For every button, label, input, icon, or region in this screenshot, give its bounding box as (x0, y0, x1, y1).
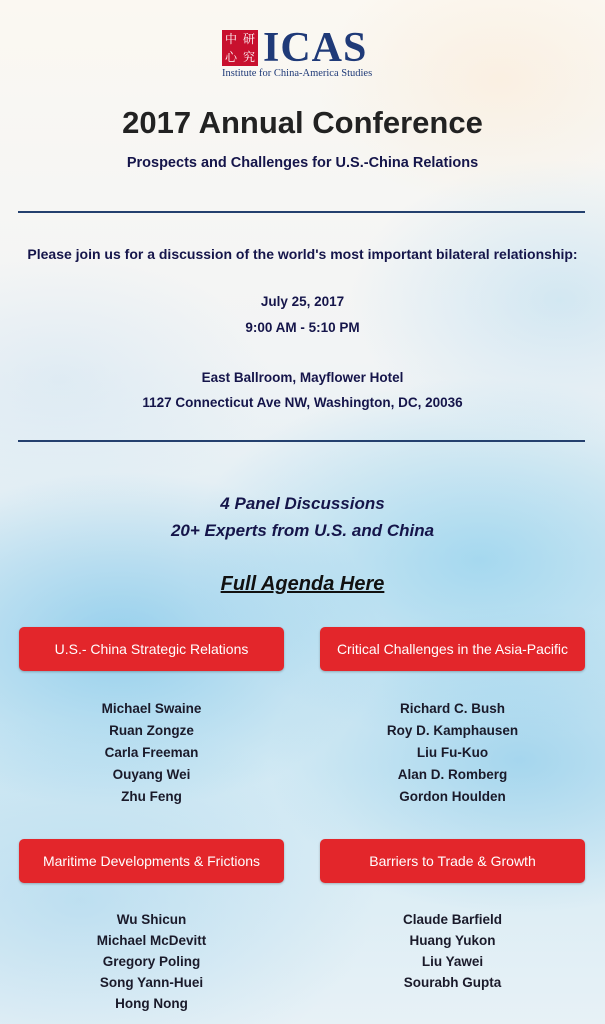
logo-subtitle: Institute for China-America Studies (222, 68, 373, 79)
speaker-name: Sourabh Gupta (403, 975, 502, 990)
speaker-name: Wu Shicun (116, 912, 187, 927)
event-address: 1127 Connecticut Ave NW, Washington, DC, 20036 (142, 395, 463, 410)
panel-button-asia-pacific[interactable]: Critical Challenges in the Asia-Pacific (320, 627, 585, 671)
speaker-name: Zhu Feng (121, 789, 182, 804)
speaker-name: Huang Yukon (409, 933, 496, 948)
event-time: 9:00 AM - 5:10 PM (245, 320, 360, 335)
divider-bottom (18, 440, 585, 442)
seal-char: 研 (242, 32, 255, 46)
panel-button-maritime[interactable]: Maritime Developments & Frictions (19, 839, 284, 883)
panel-button-strategic-relations[interactable]: U.S.- China Strategic Relations (19, 627, 284, 671)
event-venue: East Ballroom, Mayflower Hotel (201, 370, 404, 385)
full-agenda-link[interactable]: Full Agenda Here (220, 573, 385, 595)
panel-4-speakers (320, 909, 585, 993)
logo-wordmark: ICAS (263, 25, 368, 71)
speaker-name: Gregory Poling (102, 954, 201, 969)
expert-count: 20+ Experts from U.S. and China (170, 521, 435, 540)
panel-button-trade-growth[interactable]: Barriers to Trade & Growth (320, 839, 585, 883)
speaker-name: Michael McDevitt (96, 933, 207, 948)
speaker-name: Ruan Zongze (109, 723, 194, 738)
icas-logo (222, 25, 392, 80)
speaker-name: Gordon Houlden (399, 789, 506, 804)
speaker-name: Liu Yawei (421, 954, 484, 969)
event-date: July 25, 2017 (260, 294, 345, 309)
speaker-name: Alan D. Romberg (397, 767, 508, 782)
panel-2-speakers (320, 698, 585, 808)
speaker-name: Richard C. Bush (399, 701, 505, 716)
page-title: 2017 Annual Conference (122, 105, 483, 140)
panel-count: 4 Panel Discussions (220, 494, 385, 513)
page-subtitle: Prospects and Challenges for U.S.-China Relations (126, 155, 479, 171)
speaker-name: Claude Barfield (402, 912, 503, 927)
seal-char: 究 (242, 50, 255, 64)
icas-seal (222, 30, 258, 66)
speaker-name: Michael Swaine (101, 701, 202, 716)
seal-char: 心 (224, 50, 237, 64)
seal-char: 中 (224, 32, 237, 46)
speaker-name: Song Yann-Huei (99, 975, 204, 990)
speaker-name: Hong Nong (115, 996, 188, 1011)
speaker-name: Roy D. Kamphausen (386, 723, 519, 738)
panel-1-speakers (19, 698, 284, 808)
divider-top (18, 211, 585, 213)
speaker-name: Carla Freeman (104, 745, 199, 760)
invitation-text: Please join us for a discussion of the world's most important bilateral relationship: (27, 246, 578, 262)
speaker-name: Ouyang Wei (112, 767, 191, 782)
panel-3-speakers (19, 909, 284, 1014)
speaker-name: Liu Fu-Kuo (416, 745, 489, 760)
